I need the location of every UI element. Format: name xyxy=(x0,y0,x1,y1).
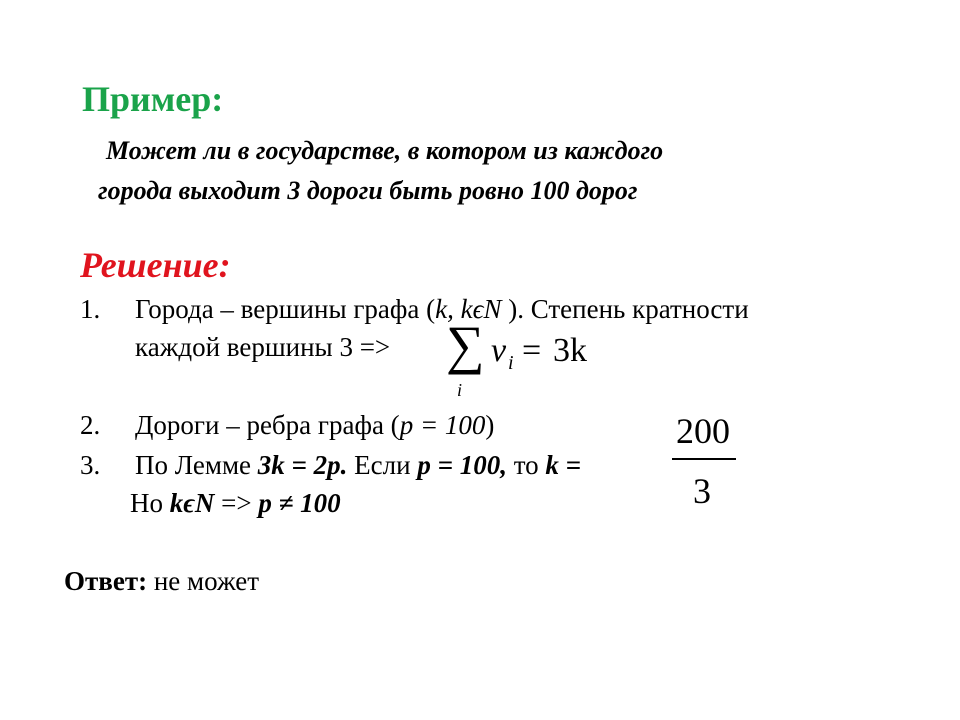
conclusion-text-d: p ≠ 100 xyxy=(258,488,341,518)
item-3-text-e: то xyxy=(506,450,546,480)
example-heading: Пример: xyxy=(82,79,224,119)
answer-line xyxy=(64,566,259,597)
item-1-line-1 xyxy=(135,294,749,325)
formula-variable-subscript: i xyxy=(508,352,514,374)
item-1-text-c: ). Степень кратности xyxy=(501,294,749,324)
item-2-text-b: p = 100 xyxy=(399,410,486,440)
fraction-numerator: 200 xyxy=(676,411,730,451)
item-2-number: 2. xyxy=(80,410,101,440)
question-line-2: города выходит 3 дороги быть ровно 100 дорог xyxy=(98,176,638,205)
sum-index: i xyxy=(457,380,463,400)
item-3-text-d: p = 100, xyxy=(417,450,507,480)
conclusion-text-c: => xyxy=(214,488,259,518)
item-3-text-b: 3k = 2p. xyxy=(257,450,348,480)
item-1-line-2: каждой вершины 3 => xyxy=(135,332,391,362)
item-3-text xyxy=(135,450,581,481)
conclusion-text-b: kϵN xyxy=(169,488,215,518)
item-1-text-b: k, kϵN xyxy=(435,294,502,324)
fraction-bar xyxy=(672,458,736,460)
answer-label: Ответ: xyxy=(64,566,148,596)
question-line-1: Может ли в государстве, в котором из каждого xyxy=(106,136,664,165)
item-3-text-a: По Лемме xyxy=(135,450,258,480)
fraction-denominator: 3 xyxy=(693,471,711,511)
formula-rhs: 3k xyxy=(553,332,587,369)
item-3-text-f: k = xyxy=(545,450,582,480)
solution-heading: Решение: xyxy=(80,245,231,285)
item-2-text xyxy=(135,410,494,441)
item-1-text-a: Города – вершины графа ( xyxy=(135,294,436,324)
formula-variable: v xyxy=(491,332,507,369)
formula-equals: = xyxy=(522,332,542,369)
item-1-number: 1. xyxy=(80,294,101,324)
conclusion-line xyxy=(130,488,341,519)
item-2-text-c: ) xyxy=(485,410,495,440)
sum-symbol: ∑ xyxy=(446,315,485,375)
conclusion-text-a: Но xyxy=(130,488,170,518)
item-3-number: 3. xyxy=(80,450,101,480)
item-3-text-c: Если xyxy=(347,450,418,480)
answer-value: не может xyxy=(147,566,260,596)
item-2-text-a: Дороги – ребра графа ( xyxy=(135,410,400,440)
